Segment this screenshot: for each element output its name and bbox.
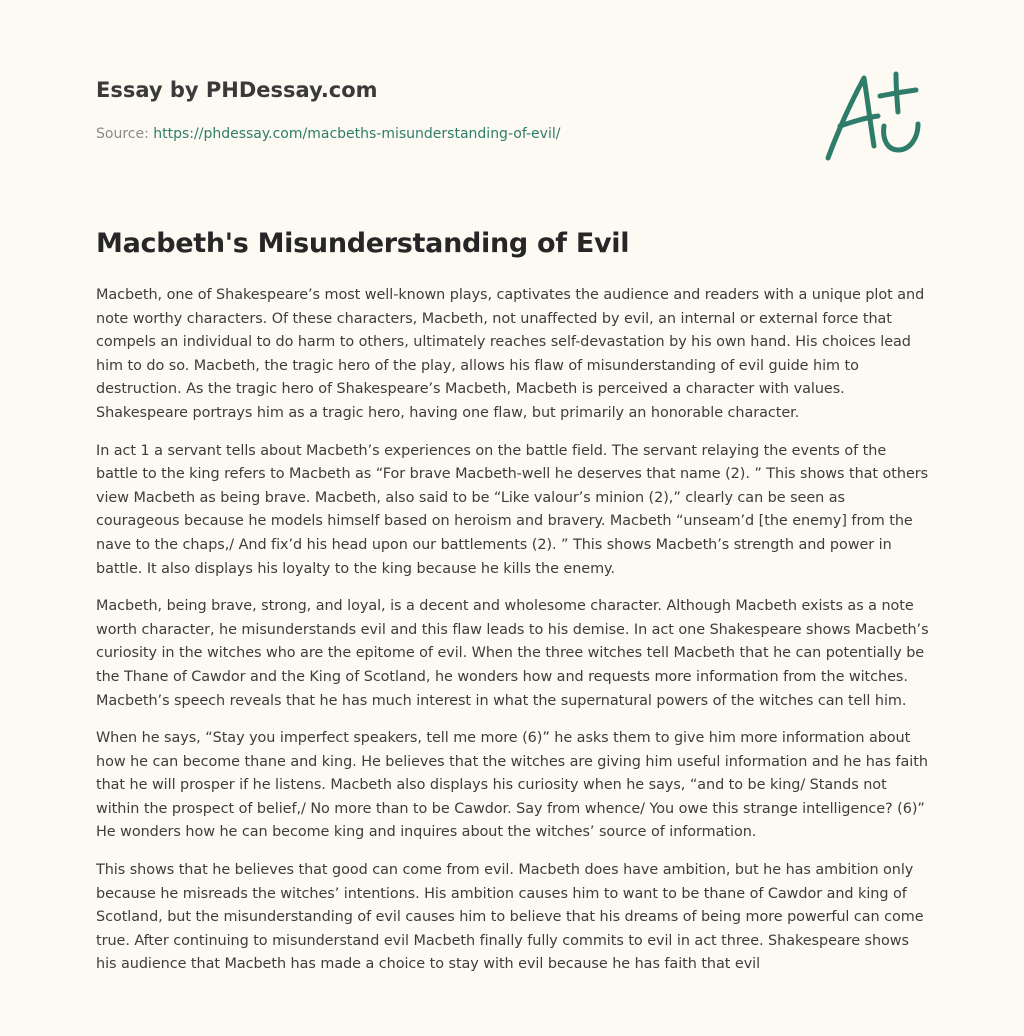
essay-body [96, 284, 932, 991]
paragraph: In act 1 a servant tells about Macbeth’s experiences on the battle field. The servant relaying the events of the battle to the king refers to Macbeth as “For brave Macbeth-well he deserves that name (2). ” This shows that others view Macbeth as being brave. Macbeth, also said to be “Like valour’s minion (2),” clearly can be seen as courageous because he models himself based on heroism and bravery. Macbeth “unseam’d [the enemy] from the nave to the chaps,/ And fix’d his head upon our battlements (2). ” This shows Macbeth’s strength and power in battle. It also displays his loyalty to the king because he kills the enemy. [96, 442, 929, 577]
source-label: Source: [96, 126, 154, 142]
paragraph: When he says, “Stay you imperfect speakers, tell me more (6)” he asks them to give him more information about how he can become thane and king. He believes that the witches are giving him useful information and he has faith that he will prosper if he listens. Macbeth also displays his curiosity when he says, “and to be king/ Stands not within the prospect of belief,/ No more than to be Cawdor. Say from whence/ You owe this strange intelligence? (6)” He wonders how he can become king and inquires about the witches’ source of information. [96, 730, 928, 841]
paragraph: Macbeth, being brave, strong, and loyal, is a decent and wholesome character. Although Macbeth exists as a note worth character, he misunderstands evil and this flaw leads to his demise. In act one Shakespeare shows Macbeth’s curiosity in the witches who are the epitome of evil. When the three witches tell Macbeth that he can potentially be the Thane of Cawdor and the King of Scotland, he wonders how and requests more information from the witches. Macbeth’s speech reveals that he has much interest in what the supernatural powers of the witches can tell him. [96, 598, 929, 709]
source-link[interactable]: https://phdessay.com/macbeths-misunderstanding-of-evil/ [153, 126, 561, 142]
document-title: Macbeth's Misunderstanding of Evil [96, 228, 630, 259]
source-line [96, 124, 796, 144]
a-plus-grade-icon [818, 66, 930, 166]
paragraph: Macbeth, one of Shakespeare’s most well-known plays, captivates the audience and readers with a unique plot and note worthy characters. Of these characters, Macbeth, not unaffected by evil, an internal or external force that compels an individual to do harm to others, ultimately reaches self-devastation by his own hand. His choices lead him to do so. Macbeth, the tragic hero of the play, allows his flaw of misunderstanding of evil guide him to destruction. As the tragic hero of Shakespeare’s Macbeth, Macbeth is perceived a character with values. Shakespeare portrays him as a tragic hero, having one flaw, but primarily an honorable character. [96, 287, 925, 421]
essay-header [96, 76, 796, 144]
site-title: Essay by PHDessay.com [96, 78, 378, 102]
paragraph: This shows that he believes that good can come from evil. Macbeth does have ambition, but he has ambition only because he misreads the witches’ intentions. His ambition causes him to want to be thane of Cawdor and king of Scotland, but the misunderstanding of evil causes him to believe that his dreams of being more powerful can come true. After continuing to misunderstand evil Macbeth finally fully commits to evil in act three. Shakespeare shows his audience that Macbeth has made a choice to stay with evil because he has faith that evil [96, 862, 924, 973]
